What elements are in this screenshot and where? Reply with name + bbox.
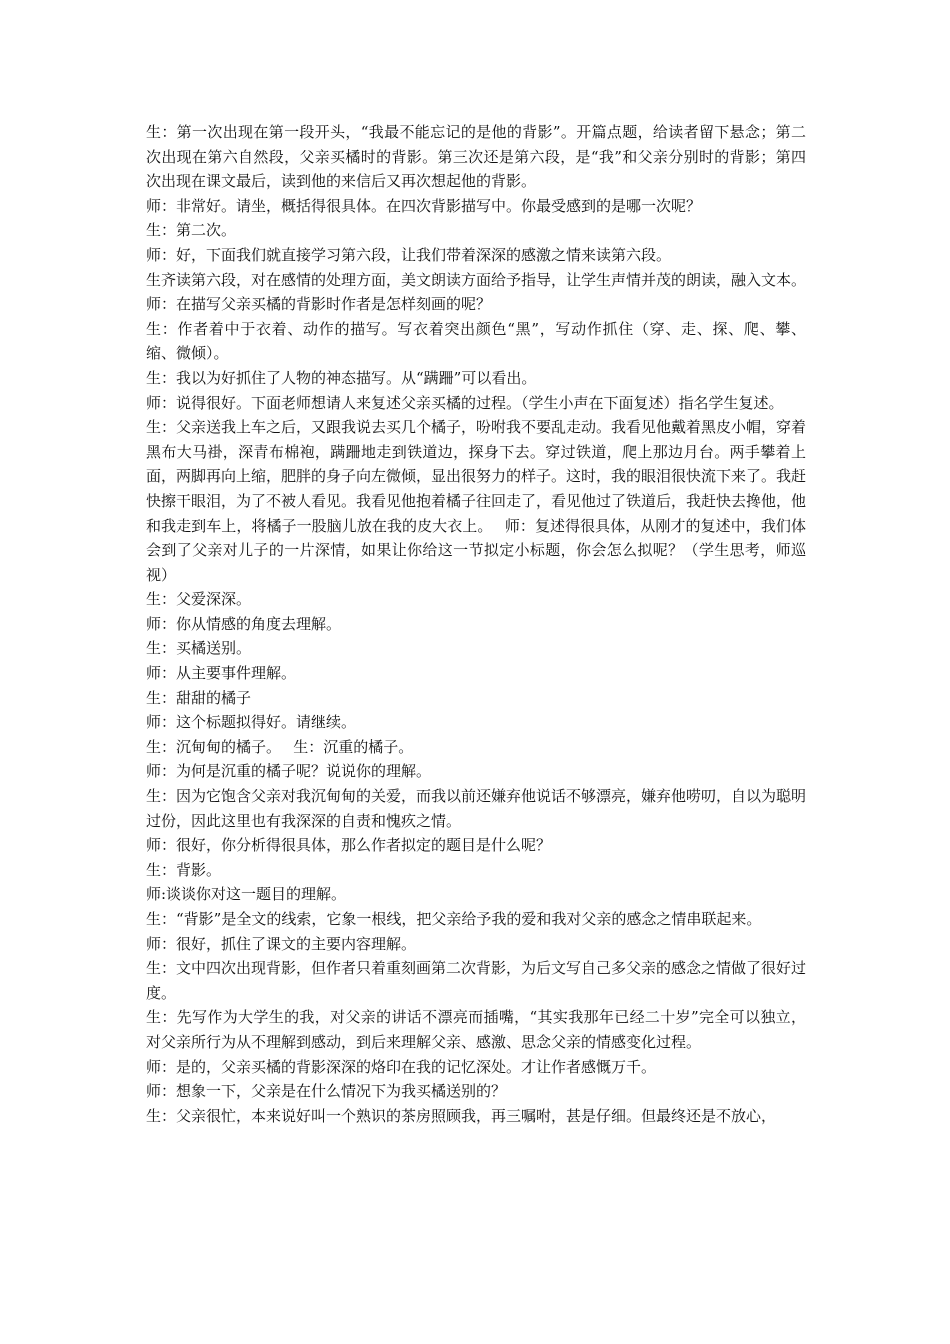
paragraph: 生：第二次。 — [146, 221, 237, 240]
paragraph: 生：我以为好抓住了人物的神态描写。从“蹒跚”可以看出。 — [146, 368, 537, 387]
paragraph: 师：好，下面我们就直接学习第六段，让我们带着深深的感激之情来读第六段。 — [146, 245, 672, 264]
paragraph: 师：很好，你分析得很具体，那么作者拟定的题目是什么呢？ — [146, 836, 552, 855]
paragraph: 生：因为它饱含父亲对我沉甸甸的关爱，而我以前还嫌弃他说话不够漂亮，嫌弃他唠叨，自以为聪明过份，因此这里也有我深深的自责和愧疚之情。 — [146, 787, 807, 830]
paragraph: 生齐读第六段，对在感情的处理方面，美文朗读方面给予指导，让学生声情并茂的朗读，融入文本。 — [146, 270, 807, 289]
paragraph: 师:谈谈你对这一题目的理解。 — [146, 885, 347, 904]
paragraph: 师：这个标题拟得好。请继续。 — [146, 713, 357, 732]
paragraph: 师：说得很好。下面老师想请人来复述父亲买橘的过程。（学生小声在下面复述）指名学生复述。 — [146, 393, 784, 412]
paragraph: 生：父爱深深。 — [146, 590, 252, 609]
paragraph: 生：先写作为大学生的我，对父亲的讲话不漂亮而插嘴，“其实我那年已经二十岁”完全可以独立，对父亲所行为从不理解到感动，到后来理解父亲、感激、思念父亲的情感变化过程。 — [146, 1008, 806, 1051]
paragraph: 生：父亲送我上车之后，又跟我说去买几个橘子，吩咐我不要乱走动。我看见他戴着黑皮小帽，穿着黑布大马褂，深青布棉袍，蹒跚地走到铁道边，探身下去。穿过铁道，爬上那边月台。两手攀着上面，两脚再向上缩，肥胖的身子向左微倾，显出很努力的样子。这时，我的眼泪很快流下来了。我赶快擦干眼泪，为了不被人看见。我看见他抱着橘子往回走了，看见他过了铁道后，我赶快去搀他，他和我走到车上，将橘子一股脑儿放在我的皮大衣上。 师：复述得很具体，从刚才的复述中，我们体会到了父亲对儿子的一片深情，如果让你给这一节拟定小标题，你会怎么拟呢？（学生思考，师巡视） — [146, 418, 807, 584]
paragraph: 师：想象一下，父亲是在什么情况下为我买橘送别的？ — [146, 1082, 507, 1101]
paragraph: 生：甜甜的橘子 — [146, 688, 252, 707]
paragraph: 师：非常好。请坐，概括得很具体。在四次背影描写中。你最受感到的是哪一次呢？ — [146, 196, 702, 215]
paragraph: 生：父亲很忙，本来说好叫一个熟识的茶房照顾我，再三嘱咐，甚是仔细。但最终还是不放心， — [146, 1106, 777, 1125]
paragraph: 师：在描写父亲买橘的背影时作者是怎样刻画的呢？ — [146, 295, 492, 314]
paragraph: 师：从主要事件理解。 — [146, 664, 297, 683]
document-page — [146, 120, 806, 1128]
paragraph: 师：为何是沉重的橘子呢？说说你的理解。 — [146, 762, 432, 781]
paragraph: 师：你从情感的角度去理解。 — [146, 614, 342, 633]
paragraph: 师：是的，父亲买橘的背影深深的烙印在我的记忆深处。才让作者感慨万千。 — [146, 1057, 657, 1076]
paragraph: 生：作者着中于衣着、动作的描写。写衣着突出颜色“黑”，写动作抓住（穿、走、探、爬、攀、缩、微倾）。 — [146, 319, 806, 363]
paragraph: 生：“背影”是全文的线索，它象一根线，把父亲给予我的爱和我对父亲的感念之情串联起来。 — [146, 910, 762, 928]
paragraph: 生：沉甸甸的橘子。 生：沉重的橘子。 — [146, 737, 414, 756]
paragraph: 生：文中四次出现背影，但作者只着重刻画第二次背影，为后文写自己多父亲的感念之情做了很好过度。 — [146, 959, 807, 1002]
paragraph: 生：买橘送别。 — [146, 639, 252, 658]
paragraph: 生：背影。 — [146, 860, 222, 879]
paragraph: 生：第一次出现在第一段开头，“我最不能忘记的是他的背影”。开篇点题，给读者留下悬念；第二次出现在第六自然段，父亲买橘时的背影。第三次还是第六段，是“我”和父亲分别时的背影；第四次出现在课文最后，读到他的来信后又再次想起他的背影。 — [146, 123, 806, 191]
paragraph: 师：很好，抓住了课文的主要内容理解。 — [146, 934, 417, 953]
